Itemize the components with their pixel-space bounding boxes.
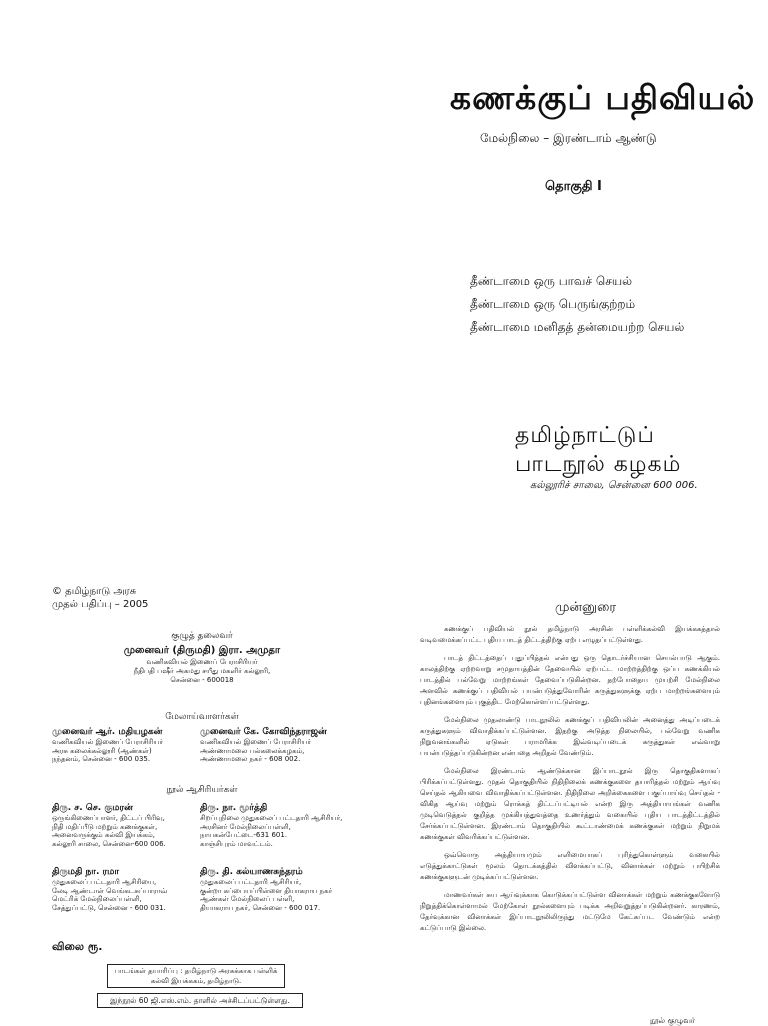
chair-name: முனைவர் (திருமதி) இரா. அமுதா xyxy=(123,645,281,656)
person-line: முதுகலைப் பட்டதாரி ஆசிரியர், xyxy=(200,878,302,886)
reviewers-heading: மேலாய்வாளர்கள் xyxy=(165,712,239,722)
person-line: அரசினர் மேல்நிலைப்பள்ளி, xyxy=(200,822,291,831)
person-line: தியாகராய நகர், சென்னை - 600 017. xyxy=(200,903,321,912)
chair-line: சென்னை - 600018 xyxy=(170,676,234,684)
copyright-line: © தமிழ்நாடு அரசு xyxy=(52,586,137,597)
preface-paragraph: மேல்நிலை இரண்டாம் ஆண்டுக்கான இப்பாடநூல் இரு தொகுதிகளாகப் பிரிக்கப்பட்டுள்ளது. முதல் தொகுதியில் நிதிநிலைக் கணக்குகளை தயாரித்தல் மற்றும் ஆய்வு செய்தல் ஆகியவை விவாதிக்கப்பட்டுள்ளன. நிதிநிலை அறிக்கைகளை பகுப்பாய்வு செய்தல் - விகித ஆய்வு மற்றும் ரொக்கத் திட்டப்பட்டியல் என்ற இரு அத்தியாயங்கள் வணிக முடிவெடுத்தல் குறித்த முக்கியத்துவத்தை உணர்த்தும் வகையில் புதிய பாடத்திட்டத்தில் சேர்க்கப்பட்டுள்ளன. இரண்டாம் தொகுதியில் கூட்டாண்மைக் கணக்குகள் மற்றும் நிறுமக் கணக்குகள் விவரிக்கப்பட்டுள்ளன. xyxy=(420,767,720,841)
person-line: வணிகவியல் இணைப் பேராசிரியர் xyxy=(52,738,163,746)
chair-heading: குழுத் தலைவர் xyxy=(171,631,233,641)
reviewer-2 xyxy=(200,726,350,764)
preface-paragraph: பாடத் திட்டத்தைப் புதுப்பித்தல் என்பது ஒரு தொடர்ச்சியான செயல்பாடு ஆகும். காலத்திற்கு ஏற்றவாறு சமுதாயத்தின் தேவையில் ஏற்பட்ட மாற்றத்திற்கு ஒப்ப கணக்கியல் பாடத்தில் பல்வேறு மாற்றங்கள் தேவைப்படுகின்றன. தற்போதைய முயற்சி மேல்நிலை அளவில் கணக்குப் பதிவியல் பயன்படுத்துவோரின் கருத்துகளுக்கு ஏற்ப மாற்றங்களையும் புதினங்களையும் புகுத்திட மேற்கொள்ளப்பட்டுள்ளது. xyxy=(420,654,720,706)
person-line: சிறப்புநிலை முதுகலைப் பட்டதாரி ஆசிரியர், xyxy=(200,814,343,822)
preface-paragraph: கணக்குப் பதிவியல் நூல் தமிழ்நாடு அரசின் பள்ளிக்கல்வி இயக்ககத்தால் வடிவமைக்கப்பட்ட புதிய பாடத் திட்டத்திற்கு ஏற்ப எழுதப்பட்டுள்ளது. xyxy=(420,625,720,644)
authors-heading: நூல் ஆசிரியர்கள் xyxy=(166,785,238,795)
copyright-block xyxy=(52,585,148,611)
preface-paragraph: ஒவ்வொரு அத்தியாயமும் எளிமையாகப் புரிந்துகொள்ளும் வகையில் எடுத்துக்காட்டுகள் மூலம் தொடக்கத்தில் விளக்கப்பட்டு, வினாக்கள் மற்றும் பயிற்சிக் கணக்குகளுடன் முடிக்கப்பட்டுள்ளன. xyxy=(420,851,720,881)
person-line: நந்தனம், சென்னை - 600 035. xyxy=(52,755,151,763)
chair-affiliation xyxy=(52,658,352,685)
print-note-box: இந்நூல் 60 ஜி.எஸ்.எம். தாளில் அச்சிடப்பட்டுள்ளது. xyxy=(97,993,303,1008)
person-line: ஆண்கள் மேல்நிலைப் பள்ளி, xyxy=(200,895,295,903)
edition-line: முதல் பதிப்பு – 2005 xyxy=(52,599,149,610)
preface-title: முன்னுரை xyxy=(555,600,617,615)
person-name: முனைவர் கே. கோவிந்தராஜன் xyxy=(200,727,327,737)
preface-signature: நூல் குழுவர் xyxy=(650,1016,696,1025)
price-label: விலை ரூ. xyxy=(52,940,103,953)
person-line: அரசு கலைக்கல்லூரி (ஆண்கள்) xyxy=(52,746,152,755)
person-name: திருமதி நா. ரமா xyxy=(52,867,120,877)
publisher-name-line1: தமிழ்நாட்டுப் xyxy=(515,423,655,448)
publisher-name-line2: பாடநூல் கழகம் xyxy=(515,452,682,477)
person-line: கல்லூரி சாலை, சென்னை-600 006. xyxy=(52,839,166,848)
book-title: கணக்குப் பதிவியல் xyxy=(450,78,756,117)
author-2 xyxy=(200,802,350,848)
author-4 xyxy=(200,866,350,912)
person-name: திரு. தி. கல்யாணசுந்தரம் xyxy=(200,867,303,877)
volume-label: தொகுதி I xyxy=(545,179,602,194)
chair-line: நீதிபதி பஷீர் அகமது சயீது மகளிர் கல்லூரி, xyxy=(133,667,271,675)
person-name: திரு. நா. மூர்த்தி xyxy=(200,803,268,813)
author-3 xyxy=(52,866,202,912)
author-1 xyxy=(52,802,202,848)
chair-line: வணிகவியல் இணைப் பேராசிரியர் xyxy=(146,658,258,666)
person-line: மெட்ரிக் மேல்நிலைப்பள்ளி, xyxy=(52,895,142,903)
slogan-line: தீண்டாமை ஒரு பாவச் செயல் xyxy=(470,274,633,288)
person-line: வணிகவியல் இணைப் பேராசிரியர் xyxy=(200,738,311,746)
person-line: அண்ணாமலை பல்கலைக்கழகம், xyxy=(200,746,305,755)
slogan-line: தீண்டாமை மனிதத் தன்மையற்ற செயல் xyxy=(470,320,685,334)
slogans xyxy=(470,270,684,339)
preface-paragraph: மாணவர்கள் சுய ஆய்வுக்காக கொடுக்கப்பட்டுள்ள வினாக்கள் மற்றும் கணக்குகளோடு நிறுத்திக்கொள்ளாமல் மேற்கோள் நூல்களையும் படிக்க அறிவுறுத்தப்படுகின்றனர். காரணம், தேர்வுக்கான வினாக்கள் இப்பாடநூலிலிருந்து மட்டுமே கேட்கப்பட வேண்டும் என்ற கட்டுப்பாடு இல்லை. xyxy=(420,891,720,932)
person-line: நாயகன்பேட்டை-631 601. xyxy=(200,831,288,839)
person-name: திரு. ச. செ. குமரன் xyxy=(52,803,133,813)
person-line: நிதி மதிப்பீடு மற்றும் கணக்குகள், xyxy=(52,822,158,831)
person-line: சேத்துப்பட்டு, சென்னை - 600 031. xyxy=(52,903,166,912)
publisher-address: கல்லூரிச் சாலை, சென்னை 600 006. xyxy=(530,480,698,491)
person-line: முதுகலைப் பட்டதாரி ஆசிரியை, xyxy=(52,878,157,886)
preface-paragraph: மேல்நிலை முதலாண்டு பாடநூலில் கணக்குப் பதிவியலின் அனைத்து அடிப்படைக் கருத்துகளும் விவாதிக்கப்பட்டுள்ளன. இதற்கு அடுத்த நிலையில், பல்வேறு வணிக நிறுவனங்களில் ஏடுகள் பராமரிக்க இவ்வடிப்படைக் கருத்துகள் எவ்வாறு பயன்படுத்தப்படுகின்றன என்பதை அறிதல் வேண்டும். xyxy=(420,716,720,757)
book-subtitle: மேல்நிலை – இரண்டாம் ஆண்டு xyxy=(480,131,657,145)
slogan-line: தீண்டாமை ஒரு பெருங்குற்றம் xyxy=(470,297,636,311)
person-line: லேடி ஆண்டாள் வெங்கடசுப்பாராவ் xyxy=(52,886,168,895)
person-name: முனைவர் ஆர். மதியழகன் xyxy=(52,727,163,737)
person-line: காஞ்சிபுரம் மாவட்டம். xyxy=(200,839,273,848)
person-line: அண்ணாமலை நகர் - 608 002. xyxy=(200,755,301,763)
person-line: அனைவருக்கும் கல்வி இயக்கம், xyxy=(52,831,155,839)
person-line: ஒருங்கிணைப்பாளர், திட்டப் பிரிவு, xyxy=(52,814,165,822)
person-line: குன்றா கப்பையப்பிள்ளை தியாகராய நகர் xyxy=(200,886,333,895)
preparer-note-box: பாடங்கள் தயாரிப்பு : தமிழ்நாடு அரசுக்காக பள்ளிக் கல்வி இயக்ககம், தமிழ்நாடு. xyxy=(107,964,285,988)
reviewer-1 xyxy=(52,726,202,764)
preface-body xyxy=(420,624,720,941)
